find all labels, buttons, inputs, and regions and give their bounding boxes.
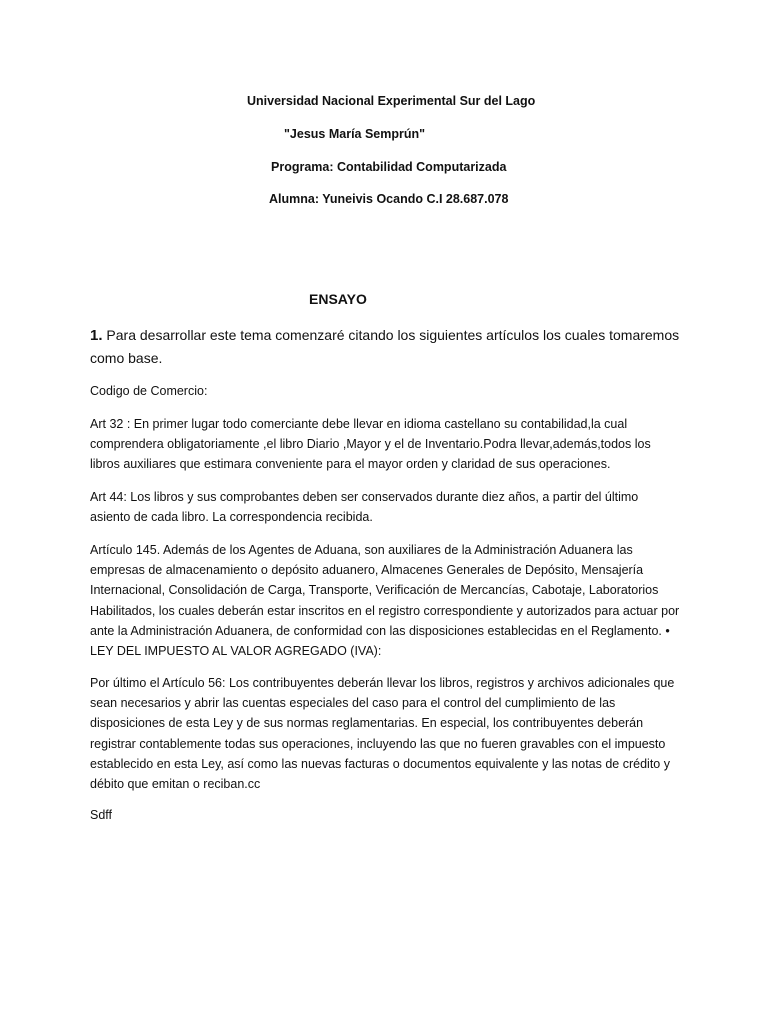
closing-text: Sdff [90, 808, 113, 822]
article-56-paragraph: Por último el Artículo 56: Los contribuyentes deberán llevar los libros, registros y archivos adicionales que sean necesarios y abrir las cuentas especiales del caso para el control del cumplimiento de las disposiciones de esta Ley y de sus normas reglamentarias. En especial, los contribuyentes deberán registrar contablemente todas sus operaciones, incluyendo las que no fueren gravables con el impuesto establecido en esta Ley, así como las nuevas facturas o documentos equivalente y las notas de crédito y débito que emitan o reciban.cc [90, 676, 675, 792]
article-44-paragraph: Art 44: Los libros y sus comprobantes deben ser conservados durante diez años, a partir del último asiento de cada libro. La correspondencia recibida. [90, 490, 639, 525]
university-heading: Universidad Nacional Experimental Sur del Lago [247, 94, 536, 108]
intro-number: 1. [90, 327, 103, 344]
essay-title: ENSAYO [309, 291, 367, 307]
namesake-heading: "Jesus María Semprún" [284, 127, 426, 141]
program-heading: Programa: Contabilidad Computarizada [271, 160, 507, 174]
article-32-paragraph: Art 32 : En primer lugar todo comerciante debe llevar en idioma castellano su contabilidad,la cual comprendera obligatoriamente ,el libro Diario ,Mayor y el de Inventario.Podra llevar,además,todos los libros auxiliares que estimara conveniente para el mayor orden y claridad de sus operaciones. [90, 417, 651, 472]
intro-paragraph [90, 324, 680, 369]
codigo-comercio-label: Codigo de Comercio: [90, 384, 208, 398]
intro-text: Para desarrollar este tema comenzaré citando los siguientes artículos los cuales tomaremos como base. [90, 327, 680, 366]
student-heading: Alumna: Yuneivis Ocando C.I 28.687.078 [269, 192, 509, 206]
article-145-paragraph: Artículo 145. Además de los Agentes de Aduana, son auxiliares de la Administración Aduanera las empresas de almacenamiento o depósito aduanero, Almacenes Generales de Depósito, Mensajería Internacional, Consolidación de Carga, Transporte, Verificación de Mercancías, Cabotaje, Laboratorios Habilitados, los cuales deberán estar inscritos en el registro correspondiente y autorizados para actuar por ante la Administración Aduanera, de conformidad con las disposiciones establecidas en el Reglamento. • LEY DEL IMPUESTO AL VALOR AGREGADO (IVA): [90, 543, 680, 659]
